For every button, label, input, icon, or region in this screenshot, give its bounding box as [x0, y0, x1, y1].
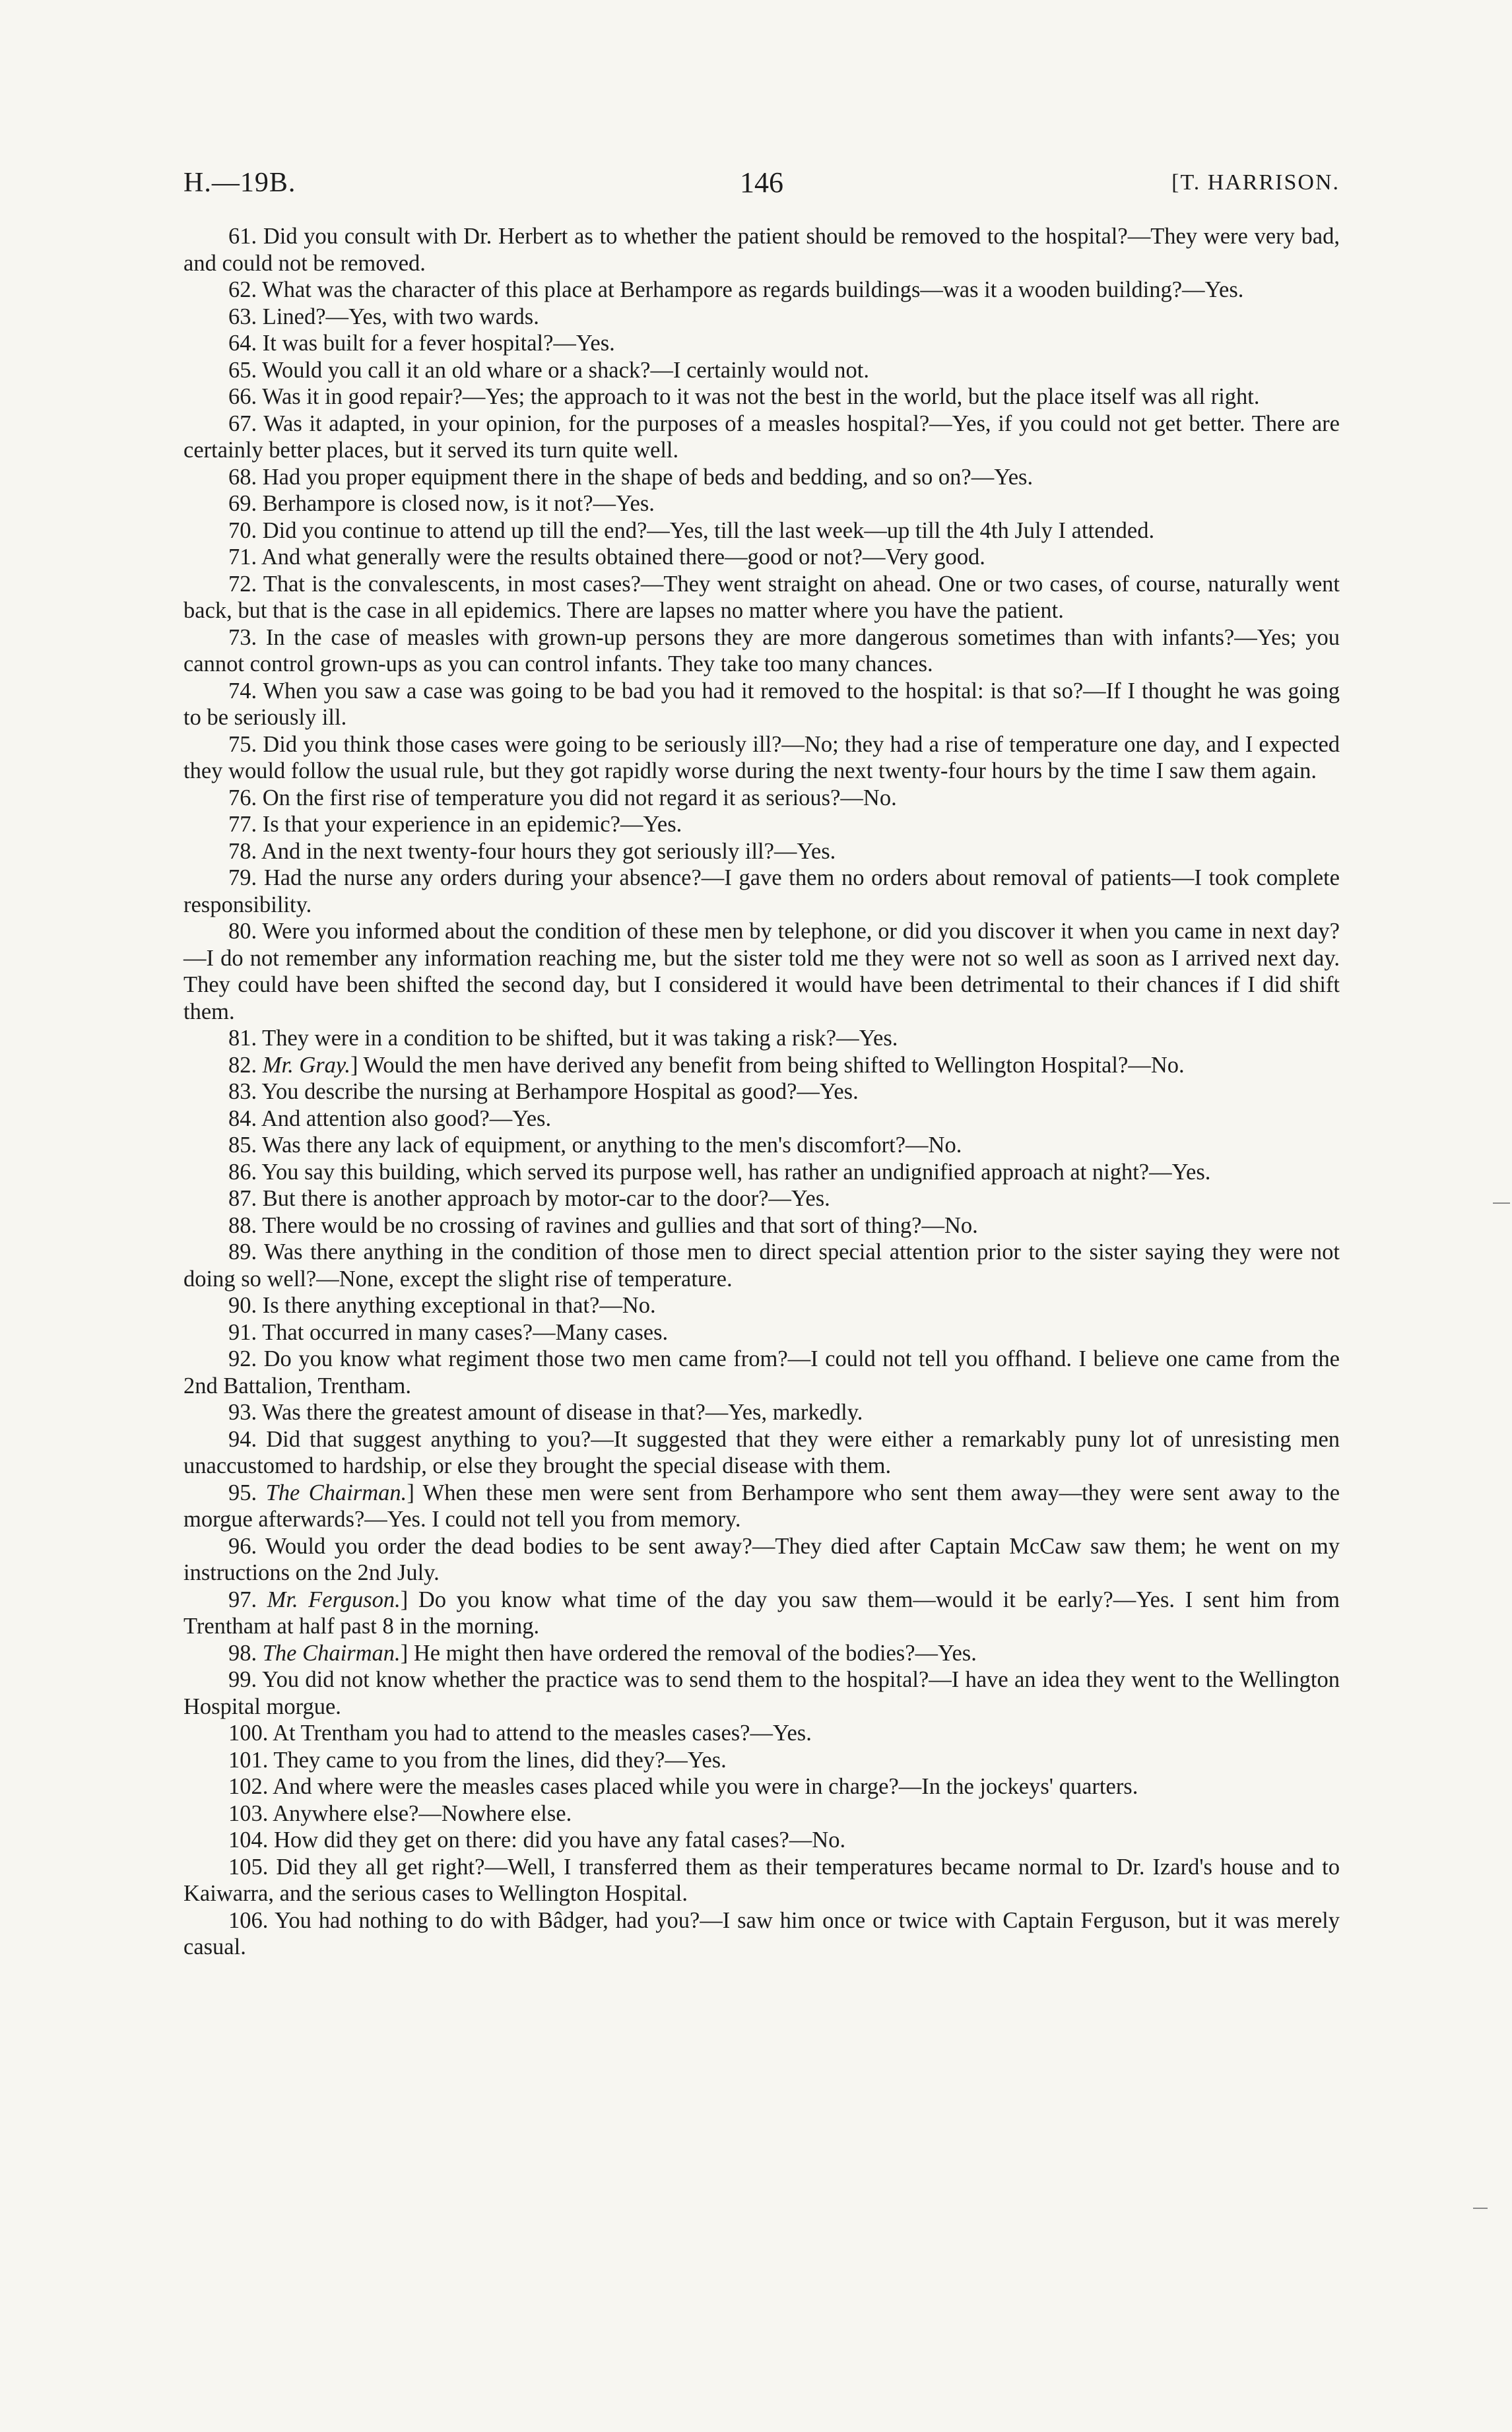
question-number: 65.	[228, 357, 257, 383]
question-number: 79.	[228, 865, 257, 890]
testimony-paragraph	[183, 1105, 1340, 1133]
question-answer-text: You did not know whether the practice was to send them to the hospital?—I have an idea they went to the Wellington Hospital morgue.	[183, 1667, 1340, 1719]
question-answer-text: On the first rise of temperature you did not regard it as serious?—No.	[262, 785, 897, 810]
question-number: 84.	[228, 1105, 257, 1131]
question-number: 99.	[228, 1667, 257, 1692]
question-number: 73.	[228, 624, 257, 650]
question-answer-text: And in the next twenty-four hours they got seriously ill?—Yes.	[261, 838, 836, 864]
running-header	[183, 160, 1340, 206]
question-number: 75.	[228, 731, 257, 757]
question-answer-text: Would you call it an old whare or a shack?—I certainly would not.	[262, 357, 869, 383]
testimony-paragraph	[183, 464, 1340, 491]
testimony-paragraph	[183, 383, 1340, 411]
question-number: 71.	[228, 544, 257, 570]
question-number: 105.	[228, 1854, 269, 1880]
question-answer-text: Do you know what regiment those two men came from?—I could not tell you offhand. I believe one came from the 2nd Battalion, Trentham.	[183, 1346, 1340, 1398]
question-number: 86.	[228, 1159, 257, 1185]
question-answer-text: That is the convalescents, in most cases?—They went straight on ahead. One or two cases, of course, naturally went back, but that is the case in all epidemics. There are lapses no matter where you have the patient.	[183, 571, 1340, 623]
testimony-paragraph	[183, 785, 1340, 812]
question-number: 63.	[228, 304, 257, 329]
question-number: 80.	[228, 919, 257, 944]
question-answer-text: It was built for a fever hospital?—Yes.	[262, 331, 615, 356]
question-answer-text: Had the nurse any orders during your absence?—I gave them no orders about removal of patients—I took complete responsibility.	[183, 865, 1340, 917]
question-answer-text: Would the men have derived any benefit from being shifted to Wellington Hospital?—No.	[363, 1052, 1185, 1078]
question-answer-text: Did they all get right?—Well, I transferred them as their temperatures became normal to Dr. Izard's house and to Kaiwarra, and the serious cases to Wellington Hospital.	[183, 1854, 1340, 1906]
testimony-paragraph	[183, 1747, 1340, 1774]
testimony-paragraph	[183, 1720, 1340, 1747]
testimony-body	[183, 223, 1340, 1961]
testimony-paragraph	[183, 1185, 1340, 1212]
question-number: 94.	[228, 1426, 257, 1452]
question-number: 104.	[228, 1827, 269, 1853]
testimony-paragraph	[183, 1907, 1340, 1961]
speaker-name: The Chairman.	[262, 1640, 401, 1666]
question-answer-text: You say this building, which served its purpose well, has rather an undignified approach at night?—Yes.	[261, 1159, 1211, 1185]
question-answer-text: Did you think those cases were going to be seriously ill?—No; they had a rise of temperature one day, and I expected they would follow the usual rule, but they got rapidly worse during the next twenty-four hours by the time I saw them again.	[183, 731, 1340, 783]
question-number: 93.	[228, 1400, 257, 1425]
question-answer-text: When you saw a case was going to be bad you had it removed to the hospital: is that so?—If I thought he was going to be seriously ill.	[183, 678, 1340, 730]
testimony-paragraph	[183, 490, 1340, 517]
testimony-paragraph	[183, 1078, 1340, 1105]
testimony-paragraph	[183, 1292, 1340, 1319]
question-answer-text: Was there any lack of equipment, or anything to the men's discomfort?—No.	[262, 1133, 962, 1158]
question-number: 70.	[228, 517, 257, 543]
question-answer-text: Had you proper equipment there in the shape of beds and bedding, and so on?—Yes.	[262, 464, 1034, 490]
question-answer-text: They came to you from the lines, did they?—Yes.	[273, 1747, 727, 1773]
question-answer-text: Is there anything exceptional in that?—No.	[262, 1293, 656, 1318]
question-answer-text: And where were the measles cases placed while you were in charge?—In the jockeys' quarters.	[273, 1774, 1138, 1799]
margin-mark	[1473, 2208, 1488, 2209]
question-answer-text: At Trentham you had to attend to the measles cases?—Yes.	[273, 1721, 812, 1746]
testimony-paragraph: 82. Mr. Gray.] Would the men have derived any benefit from being shifted to Wellington Hospital?—No.	[228, 1052, 1185, 1078]
testimony-paragraph	[183, 1827, 1340, 1854]
testimony-paragraph	[183, 1854, 1340, 1907]
question-answer-text: When these men were sent from Berhampore who sent them away—they were sent away to the morgue afterwards?—Yes. I could not tell you from memory.	[183, 1480, 1340, 1532]
testimony-paragraph: 95. The Chairman.] When these men were sent from Berhampore who sent them away—they were sent away to the morgue afterwards?—Yes. I could not tell you from memory.	[183, 1480, 1340, 1532]
question-answer-text: That occurred in many cases?—Many cases.	[262, 1319, 669, 1345]
question-answer-text: In the case of measles with grown-up persons they are more dangerous sometimes than with infants?—Yes; you cannot control grown-ups as you can control infants. They take too many chances.	[183, 624, 1340, 676]
testimony-paragraph	[183, 624, 1340, 678]
speaker-name: Mr. Ferguson.	[267, 1587, 401, 1612]
question-answer-text: You describe the nursing at Berhampore Hospital as good?—Yes.	[261, 1079, 859, 1104]
testimony-paragraph	[183, 678, 1340, 731]
testimony-paragraph	[183, 1132, 1340, 1159]
question-answer-text: Was there anything in the condition of those men to direct special attention prior to the sister saying they were not doing so well?—None, except the slight rise of temperature.	[183, 1239, 1340, 1292]
question-number: 83.	[228, 1079, 257, 1104]
question-answer-text: Did that suggest anything to you?—It suggested that they were either a remarkably puny lot of unresisting men unaccustomed to hardship, or else they brought the special disease with them.	[183, 1426, 1340, 1478]
testimony-paragraph	[183, 304, 1340, 331]
speaker-name: Mr. Gray.	[262, 1052, 350, 1078]
question-answer-text: Were you informed about the condition of these men by telephone, or did you discover it when you came in next day?—I do not remember any information reaching me, but the sister told me they were not so well as soon as I arrived next day. They could have been shifted the second day, but I considered it would have been detrimental to their chances if I did shift them.	[183, 919, 1340, 1024]
testimony-paragraph	[183, 1212, 1340, 1239]
testimony-paragraph	[183, 731, 1340, 785]
testimony-paragraph	[183, 571, 1340, 624]
testimony-paragraph	[183, 357, 1340, 384]
question-number: 85.	[228, 1133, 257, 1158]
question-number: 88.	[228, 1212, 257, 1238]
question-number: 64.	[228, 331, 257, 356]
question-number: 69.	[228, 491, 257, 516]
question-number: 62.	[228, 277, 257, 302]
question-answer-text: But there is another approach by motor-car to the door?—Yes.	[262, 1186, 830, 1211]
testimony-paragraph	[183, 811, 1340, 838]
testimony-paragraph	[183, 1773, 1340, 1800]
testimony-paragraph	[183, 865, 1340, 918]
testimony-paragraph	[183, 330, 1340, 357]
question-number: 103.	[228, 1800, 269, 1826]
witness-name: [T. HARRISON.	[1171, 170, 1340, 195]
question-number: 78.	[228, 838, 257, 864]
testimony-paragraph	[183, 1666, 1340, 1720]
report-reference: H.—19B.	[183, 168, 296, 198]
page-number: 146	[740, 166, 783, 199]
question-number: 95.	[228, 1480, 257, 1505]
question-number: 87.	[228, 1186, 257, 1211]
testimony-paragraph	[183, 517, 1340, 544]
testimony-paragraph	[183, 1399, 1340, 1426]
testimony-paragraph: 97. Mr. Ferguson.] Do you know what time of the day you saw them—would it be early?—Yes. I sent him from Trentham at half past 8 in the morning.	[183, 1587, 1340, 1639]
testimony-paragraph	[183, 1533, 1340, 1587]
question-answer-text: What was the character of this place at Berhampore as regards buildings—was it a wooden building?—Yes.	[262, 277, 1244, 302]
question-number: 102.	[228, 1774, 269, 1799]
question-answer-text: They were in a condition to be shifted, but it was taking a risk?—Yes.	[262, 1026, 898, 1051]
testimony-paragraph	[183, 1239, 1340, 1292]
speaker-name: The Chairman.	[265, 1480, 407, 1505]
question-answer-text: And what generally were the results obtained there—good or not?—Very good.	[261, 544, 985, 570]
question-answer-text: Was it adapted, in your opinion, for the purposes of a measles hospital?—Yes, if you could not get better. There are certainly better places, but it served its turn quite well.	[183, 411, 1340, 463]
question-number: 100.	[228, 1721, 269, 1746]
question-number: 98.	[228, 1640, 257, 1666]
testimony-paragraph	[183, 544, 1340, 571]
testimony-paragraph	[183, 1025, 1340, 1052]
question-number: 82.	[228, 1052, 257, 1078]
testimony-paragraph	[183, 918, 1340, 1025]
question-answer-text: Did you consult with Dr. Herbert as to whether the patient should be removed to the hospital?—They were very bad, and could not be removed.	[183, 224, 1340, 276]
question-answer-text: Berhampore is closed now, is it not?—Yes.	[262, 491, 655, 516]
question-number: 66.	[228, 384, 257, 409]
question-number: 91.	[228, 1319, 257, 1345]
question-number: 92.	[228, 1346, 257, 1371]
question-number: 101.	[228, 1747, 269, 1773]
question-answer-text: And attention also good?—Yes.	[261, 1105, 552, 1131]
question-number: 81.	[228, 1026, 257, 1051]
testimony-paragraph	[183, 223, 1340, 277]
testimony-paragraph	[183, 1800, 1340, 1827]
question-answer-text: Is that your experience in an epidemic?—Yes.	[262, 812, 682, 837]
question-answer-text: Did you continue to attend up till the end?—Yes, till the last week—up till the 4th July I attended.	[262, 517, 1155, 543]
question-answer-text: Do you know what time of the day you saw them—would it be early?—Yes. I sent him from Trentham at half past 8 in the morning.	[183, 1587, 1340, 1639]
question-answer-text: Would you order the dead bodies to be sent away?—They died after Captain McCaw saw them; he went on my instructions on the 2nd July.	[183, 1533, 1340, 1585]
testimony-paragraph	[183, 277, 1340, 304]
testimony-paragraph	[183, 1319, 1340, 1346]
question-answer-text: Was it in good repair?—Yes; the approach to it was not the best in the world, but the place itself was all right.	[262, 384, 1260, 409]
question-answer-text: Lined?—Yes, with two wards.	[262, 304, 539, 329]
question-answer-text: Anywhere else?—Nowhere else.	[273, 1800, 572, 1826]
testimony-paragraph	[183, 1426, 1340, 1480]
question-number: 90.	[228, 1293, 257, 1318]
testimony-paragraph	[183, 838, 1340, 865]
question-number: 76.	[228, 785, 257, 810]
question-answer-text: You had nothing to do with Bâdger, had you?—I saw him once or twice with Captain Ferguson, but it was merely casual.	[183, 1907, 1340, 1959]
question-answer-text: Was there the greatest amount of disease in that?—Yes, markedly.	[262, 1400, 863, 1425]
testimony-paragraph	[183, 1346, 1340, 1399]
margin-mark	[1493, 1202, 1510, 1204]
question-number: 74.	[228, 678, 257, 704]
question-number: 89.	[228, 1239, 257, 1265]
testimony-paragraph: 98. The Chairman.] He might then have ordered the removal of the bodies?—Yes.	[228, 1640, 977, 1666]
question-number: 72.	[228, 571, 257, 597]
question-answer-text: He might then have ordered the removal of the bodies?—Yes.	[413, 1640, 977, 1666]
question-number: 97.	[228, 1587, 257, 1612]
question-number: 61.	[228, 224, 257, 249]
testimony-paragraph	[183, 411, 1340, 464]
question-number: 77.	[228, 812, 257, 837]
question-number: 67.	[228, 411, 257, 436]
testimony-paragraph	[183, 1159, 1340, 1186]
question-answer-text: There would be no crossing of ravines and gullies and that sort of thing?—No.	[262, 1212, 978, 1238]
question-number: 96.	[228, 1533, 257, 1559]
question-number: 106.	[228, 1907, 269, 1933]
question-number: 68.	[228, 464, 257, 490]
question-answer-text: How did they get on there: did you have any fatal cases?—No.	[274, 1827, 846, 1853]
